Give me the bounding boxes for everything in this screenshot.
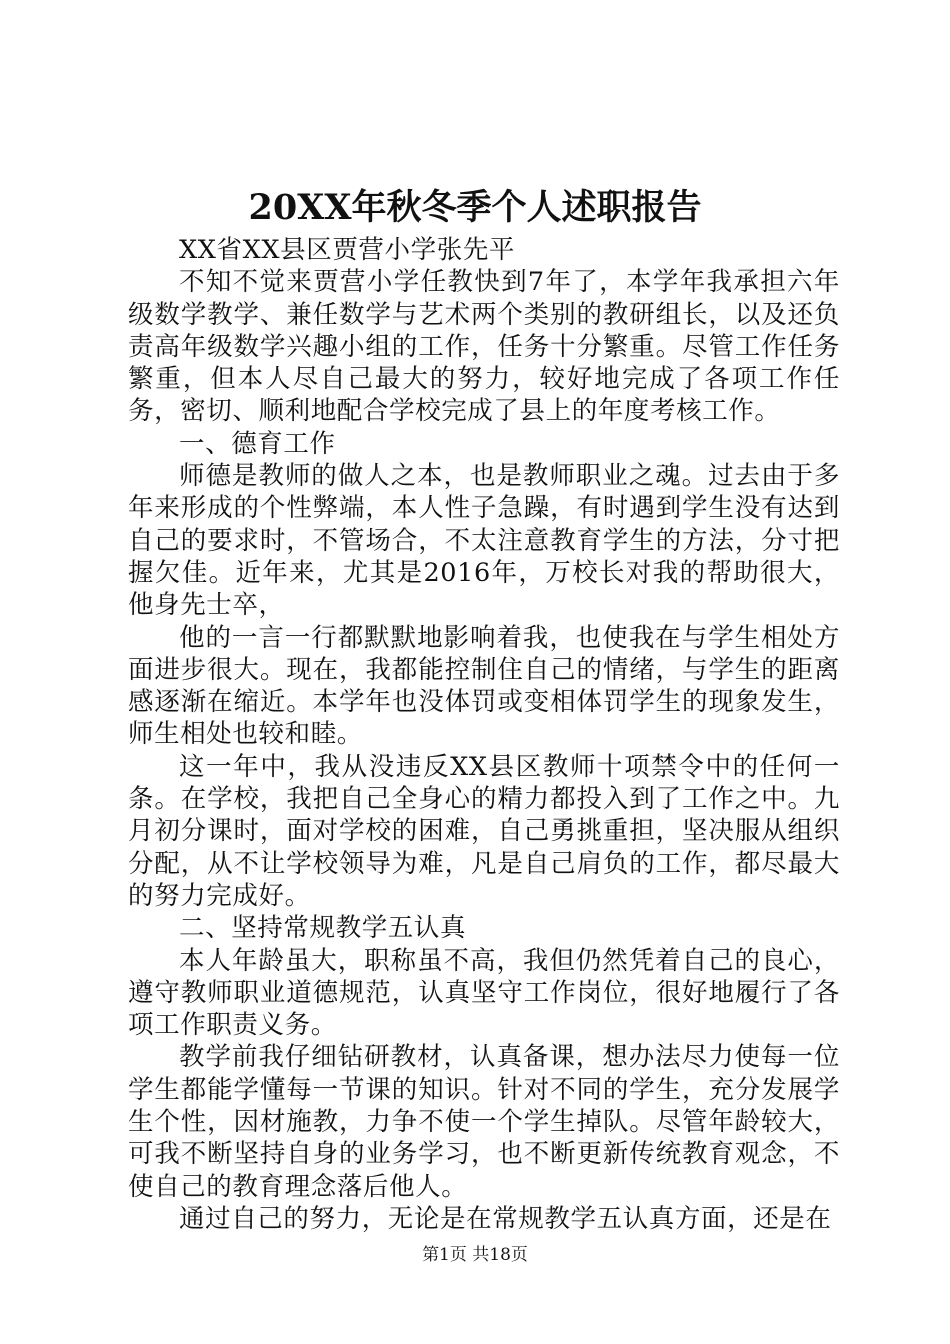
paragraph: 这一年中，我从没违反XX县区教师十项禁令中的任何一条。在学校，我把自己全身心的精力都投入到了工作之中。九月初分课时，面对学校的困难，自己勇挑重担，坚决服从组织分配，从不让学校领导为难，凡是自己肩负的工作，都尽最大的努力完成好。 <box>128 751 840 911</box>
paragraph: 通过自己的努力，无论是在常规教学五认真方面，还是在 <box>179 1203 832 1234</box>
page-number-footer: 第1页 共18页 <box>422 1245 528 1265</box>
section-heading: 二、坚持常规教学五认真 <box>179 913 467 944</box>
paragraph: 教学前我仔细钻研教材，认真备课，想办法尽力使每一位学生都能学懂每一节课的知识。针对不同的学生，充分发展学生个性，因材施教，力争不使一个学生掉队。尽管年龄较大，可我不断坚持自身的业务学习，也不断更新传统教育观念，不使自己的教育理念落后他人。 <box>128 1042 840 1202</box>
document-body <box>128 234 840 1235</box>
paragraph: 师德是教师的做人之本，也是教师职业之魂。过去由于多年来形成的个性弊端，本人性子急躁，有时遇到学生没有达到自己的要求时，不管场合，不太注意教育学生的方法，分寸把握欠佳。近年来，尤其是2016年，万校长对我的帮助很大，他身先士卒， <box>128 461 840 621</box>
paragraph: 不知不觉来贾营小学任教快到7年了，本学年我承担六年级数学教学、兼任数学与艺术两个类别的教研组长，以及还负责高年级数学兴趣小组的工作，任务十分繁重。尽管工作任务繁重，但本人尽自己最大的努力，较好地完成了各项工作任务，密切、顺利地配合学校完成了县上的年度考核工作。 <box>128 267 840 427</box>
paragraph: 本人年龄虽大，职称虽不高，我但仍然凭着自己的良心，遵守教师职业道德规范，认真坚守工作岗位，很好地履行了各项工作职责义务。 <box>128 945 840 1041</box>
section-heading: 一、德育工作 <box>179 428 336 459</box>
document-title: 20XX年秋冬季个人述职报告 <box>248 187 702 228</box>
paragraph: 他的一言一行都默默地影响着我，也使我在与学生相处方面进步很大。现在，我都能控制住自己的情绪，与学生的距离感逐渐在缩近。本学年也没体罚或变相体罚学生的现象发生，师生相处也较和睦。 <box>128 622 840 750</box>
author-line: XX省XX县区贾营小学张先平 <box>179 235 516 265</box>
